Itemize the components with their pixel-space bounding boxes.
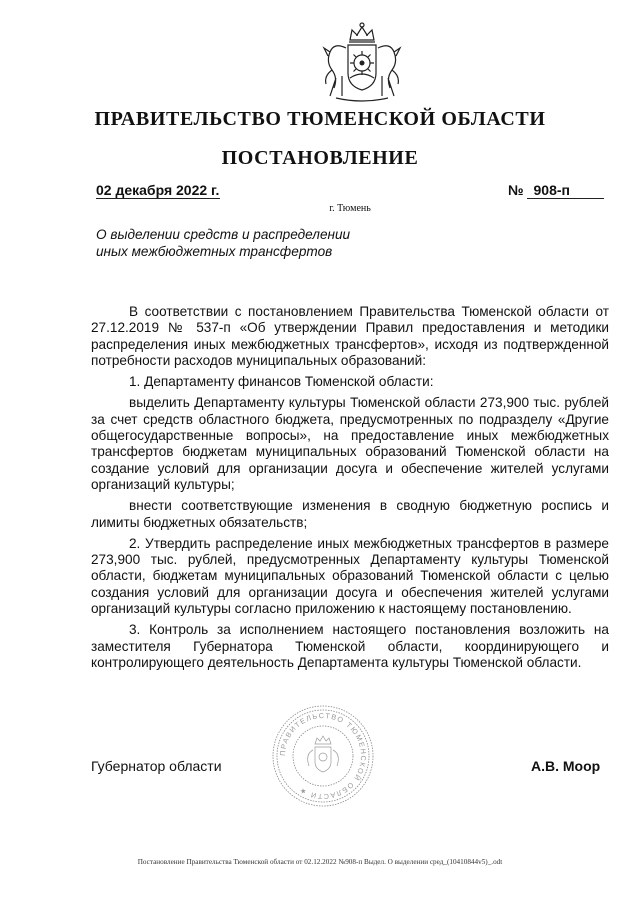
- subject-line: иных межбюджетных трансфертов: [96, 244, 333, 259]
- document-date: 02 декабря 2022 г.: [96, 182, 220, 198]
- body-paragraph-item-1: 1. Департаменту финансов Тюменской области:: [129, 374, 434, 390]
- organization-title: ПРАВИТЕЛЬСТВО ТЮМЕНСКОЙ ОБЛАСТИ: [94, 108, 546, 130]
- body-paragraph-preamble: В соответствии с постановлением Правительства Тюменской области от 27.12.2019 № 537-п «Об утверждении Правил предоставления и методики распределения иных межбюджетных трансфертов», исходя из подтвержденной потребности расходов муниципальных образований:: [91, 304, 609, 368]
- city-label: г. Тюмень: [329, 203, 371, 214]
- signer-title: Губернатор области: [91, 758, 222, 774]
- date-underline: [96, 198, 220, 199]
- body-paragraph-amend: внести соответствующие изменения в сводную бюджетную роспись и лимиты бюджетных обязательств;: [91, 498, 609, 530]
- document-body: [91, 304, 609, 676]
- body-paragraph-allocate: выделить Департаменту культуры Тюменской области 273,900 тыс. рублей за счет средств областного бюджета, предусмотренных по подразделу «Другие общегосударственные вопросы», на предоставление иных межбюджетных трансфертов бюджетам муниципальных образований Тюменской области на создание условий для организации досуга и обеспечение жителей услугами организаций культуры;: [91, 395, 609, 492]
- document-footer: Постановление Правительства Тюменской области от 02.12.2022 №908-п Выдел. О выделении сред_(10410844v5)_.odt: [137, 858, 503, 866]
- signer-name: А.В. Моор: [531, 758, 601, 774]
- body-paragraph-item-2: 2. Утвердить распределение иных межбюджетных трансфертов в размере 273,900 тыс. рублей, предусмотренных Департаменту культуры Тюменской области, бюджетам муниципальных образований Тюменской области с целью создания условий для организации досуга и обеспечения жителей услугами организаций культуры согласно приложению к настоящему постановлению.: [91, 535, 609, 617]
- document-type: ПОСТАНОВЛЕНИЕ: [221, 147, 419, 169]
- number-underline: [527, 198, 604, 199]
- subject-line: О выделении средств и распределении: [96, 227, 351, 242]
- document-number: 908-п: [533, 182, 570, 198]
- official-seal-icon: [271, 704, 375, 808]
- coat-of-arms-icon: [316, 18, 408, 104]
- body-paragraph-item-3: 3. Контроль за исполнением настоящего постановления возложить на заместителя Губернатора Тюменской области, координирующего и контролирующего деятельность Департамента культуры Тюменской области.: [91, 622, 609, 670]
- document-number-block: [508, 182, 604, 198]
- svg-text:ПРАВИТЕЛЬСТВО ТЮМЕНСКОЙ ОБЛАСТ: ПРАВИТЕЛЬСТВО ТЮМЕНСКОЙ ОБЛАСТИ ★: [277, 710, 369, 802]
- number-sign: №: [508, 182, 524, 198]
- document-subject: [96, 226, 396, 260]
